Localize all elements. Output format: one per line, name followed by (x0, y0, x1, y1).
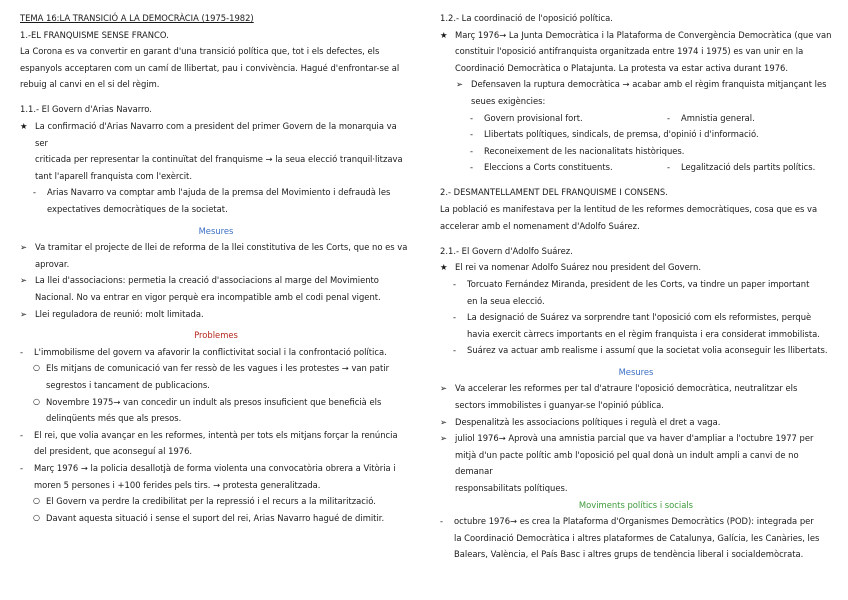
arrow-bullet (440, 430, 832, 496)
bullet-line: Novembre 1975→ van concedir un indult als presos insuficient que beneficià els (46, 396, 382, 407)
bullet-line: Balears, València, el País Basc i altres grups de tendència liberal i socialdemòcrata. (454, 549, 804, 560)
bullet-line: la Coordinació Democràtica i altres plataformes de Catalunya, Galícia, les Canàries, les (454, 532, 820, 543)
bullet-line: Llei reguladora de reunió: molt limitada. (35, 308, 204, 319)
dash-bullet (440, 110, 832, 127)
arrow-icon: ➢ (440, 383, 448, 394)
star-icon: ★ (440, 29, 448, 40)
bullet-line: El rei, que volia avançar en les reformes, intentà per tots els mitjans forçar la renúncia (34, 429, 398, 440)
problemes-heading: Problemes (194, 330, 238, 341)
bullet-line: Defensaven la ruptura democràtica → acabar amb el règim franquista mitjançant les (471, 79, 827, 90)
section-1-line: espanyols acceptaren com un camí de llibertat, pau i convivència. Hagué d'enfrontar-se al (20, 62, 400, 73)
bullet-line: Torcuato Fernández Miranda, president de les Corts, va tindre un paper important (467, 278, 810, 289)
section-2-line: accelerar amb el nomenament d'Adolfo Suárez. (440, 220, 640, 231)
section-2-1-heading: 2.1.- El Govern d'Adolfo Suárez. (440, 245, 573, 256)
bullet-line: Va tramitar el projecte de llei de reforma de la llei constitutiva de les Corts, que no es va (35, 242, 408, 253)
right-column (440, 10, 832, 563)
bullet-line: sectors immobilistes i guanyar-se l'opinió pública. (455, 400, 664, 411)
demand-item: Amnistia general. (681, 112, 755, 123)
bullet-line: La designació de Suárez va sorprendre tant l'oposició com els reformistes, perquè (467, 312, 812, 323)
bullet-line: juliol 1976→ Aprovà una amnistia parcial que va haver d'ampliar a l'octubre 1977 per (455, 433, 814, 444)
dash-bullet (440, 309, 832, 342)
dash-icon: - (470, 162, 474, 173)
arrow-icon: ➢ (20, 275, 28, 286)
demand-item: Eleccions a Corts constituents. (484, 162, 613, 173)
section-2-heading: 2.- DESMANTELLAMENT DEL FRANQUISME I CONSENS. (440, 187, 668, 198)
bullet-line: Nacional. No va entrar en vigor perquè era incompatible amb el codi penal vigent. (35, 292, 381, 302)
demand-item: Reconeixement de les nacionalitats històriques. (484, 145, 685, 156)
bullet-line: Arias Navarro va comptar amb l'ajuda de la premsa del Movimiento i defraudà les (47, 187, 391, 198)
bullet-line: segrestos i tancament de publicacions. (46, 379, 210, 390)
star-bullet (440, 259, 832, 276)
dash-icon: - (667, 162, 671, 173)
dash-icon: - (20, 346, 24, 357)
bullet-line: Març 1976 → la policia desallotjà de forma violenta una convocatòria obrera a Vitòria i (34, 462, 396, 473)
bullet-line: aprovar. (35, 258, 70, 269)
arrow-icon: ➢ (440, 433, 448, 444)
dash-bullet (440, 342, 832, 359)
bullet-line: El Govern va perdre la credibilitat per la repressió i el recurs a la militarització. (46, 496, 376, 507)
bullet-line: Març 1976→ La Junta Democràtica i la Plataforma de Convergència Democràtica (que van (455, 29, 832, 40)
section-2-line: La població es manifestava per la lentitud de les reformes democràtiques, cosa que es va (440, 204, 818, 215)
bullet-line: La llei d'associacions: permetia la creació d'associacions al marge del Movimiento (35, 275, 379, 286)
bullet-line: havia exercit càrrecs importants en el règim franquista i era considerat immobilista. (467, 328, 820, 339)
dash-icon: - (453, 345, 457, 356)
section-1-line: La Corona es va convertir en garant d'una transició política que, tot i els defectes, els (20, 46, 380, 57)
dash-bullet (20, 460, 412, 493)
arrow-bullet (440, 76, 832, 109)
circle-icon: ○ (33, 363, 40, 373)
dash-icon: - (33, 187, 37, 198)
arrow-bullet (20, 239, 412, 272)
circle-icon: ○ (33, 396, 40, 406)
mesures-heading: Mesures (198, 225, 234, 236)
bullet-line: tant l'aparell franquista com l'exèrcit. (35, 170, 193, 181)
arrow-icon: ➢ (20, 308, 28, 319)
page-title: TEMA 16:LA TRANSICIÓ A LA DEMOCRÀCIA (1975-1982) (20, 13, 254, 23)
star-bullet (20, 118, 412, 184)
star-icon: ★ (440, 262, 448, 273)
arrow-bullet (20, 272, 412, 305)
dash-icon: - (470, 129, 474, 140)
arrow-icon: ➢ (456, 79, 464, 90)
arrow-bullet (440, 414, 832, 431)
dash-bullet (440, 143, 832, 160)
section-1-1-heading: 1.1.- El Govern d'Arias Navarro. (20, 104, 152, 115)
bullet-line: Coordinació Democràtica o Platajunta. La protesta va estar activa durant 1976. (455, 62, 789, 73)
bullet-line: Els mitjans de comunicació van fer ressò de les vagues i les protestes → van patir (46, 363, 390, 374)
demand-item: Llibertats polítiques, sindicals, de premsa, d'opinió i d'informació. (484, 129, 759, 140)
dash-bullet (20, 427, 412, 460)
dash-icon: - (470, 112, 474, 123)
section-1-2-heading: 1.2.- La coordinació de l'oposició política. (440, 13, 613, 23)
dash-icon: - (440, 516, 444, 527)
dash-icon: - (667, 112, 671, 123)
bullet-line: en la seua elecció. (467, 295, 545, 306)
dash-bullet (440, 513, 832, 563)
bullet-line: Despenalitzà les associacions polítiques i regulà el dret a vaga. (455, 416, 721, 427)
arrow-bullet (440, 380, 832, 413)
circle-bullet (20, 493, 412, 510)
bullet-line: expectatives democràtiques de la societat. (47, 204, 228, 215)
dash-icon: - (20, 462, 24, 473)
bullet-line: octubre 1976→ es crea la Plataforma d'Organismes Democràtics (POD): integrada per (454, 516, 814, 527)
arrow-bullet (20, 306, 412, 323)
bullet-line: criticada per representar la continuïtat del franquisme → la seua elecció tranquil·litzava (35, 154, 403, 165)
bullet-line: moren 5 persones i +100 ferides pels tirs. → protesta generalitzada. (34, 479, 321, 490)
dash-icon: - (453, 312, 457, 323)
circle-bullet (20, 360, 412, 393)
bullet-line: constituir l'oposició antifranquista organitzada entre 1974 i 1975) es van unir en la (455, 46, 804, 57)
bullet-line: L'immobilisme del govern va afavorir la conflictivitat social i la confrontació política. (34, 346, 387, 357)
circle-bullet (20, 394, 412, 427)
circle-bullet (20, 510, 412, 527)
bullet-line: mitjà d'un pacte polític amb l'oposició pel qual donà un indult ampli a canvi de no demanar (455, 449, 799, 477)
circle-icon: ○ (33, 496, 40, 506)
dash-bullet (440, 276, 832, 309)
bullet-line: Davant aquesta situació i sense el suport del rei, Arias Navarro hagué de dimitir. (46, 512, 385, 523)
bullet-line: Suárez va actuar amb realisme i assumí que la societat volia aconseguir les llibertats. (467, 345, 828, 356)
dash-bullet (440, 126, 832, 143)
star-icon: ★ (20, 121, 28, 132)
dash-icon: - (453, 278, 457, 289)
mesures-heading: Mesures (618, 366, 654, 377)
bullet-line: Va accelerar les reformes per tal d'atraure l'oposició democràtica, neutralitzar els (455, 383, 798, 394)
bullet-line: seues exigències: (471, 95, 546, 106)
section-1-heading: 1.-EL FRANQUISME SENSE FRANCO. (20, 29, 169, 40)
star-bullet (440, 27, 832, 77)
demand-item: Legalització dels partits polítics. (681, 162, 816, 173)
bullet-line: delinqüents més que als presos. (46, 413, 182, 424)
bullet-line: del president, que aconseguí al 1976. (34, 446, 193, 457)
circle-icon: ○ (33, 512, 40, 522)
bullet-line: responsabilitats polítiques. (455, 483, 568, 494)
dash-icon: - (470, 145, 474, 156)
left-column (20, 10, 412, 526)
dash-icon: - (20, 429, 24, 440)
arrow-icon: ➢ (20, 242, 28, 253)
moviments-heading: Moviments polítics i socials (578, 499, 694, 510)
demand-item: Govern provisional fort. (484, 112, 583, 123)
dash-bullet (20, 184, 412, 217)
dash-bullet (440, 159, 832, 176)
section-1-line: rebuig al canvi en el si del règim. (20, 79, 160, 90)
bullet-line: El rei va nomenar Adolfo Suárez nou president del Govern. (455, 262, 702, 273)
dash-bullet (20, 344, 412, 361)
bullet-line: La confirmació d'Arias Navarro com a president del primer Govern de la monarquia va ser (35, 121, 397, 148)
arrow-icon: ➢ (440, 416, 448, 427)
